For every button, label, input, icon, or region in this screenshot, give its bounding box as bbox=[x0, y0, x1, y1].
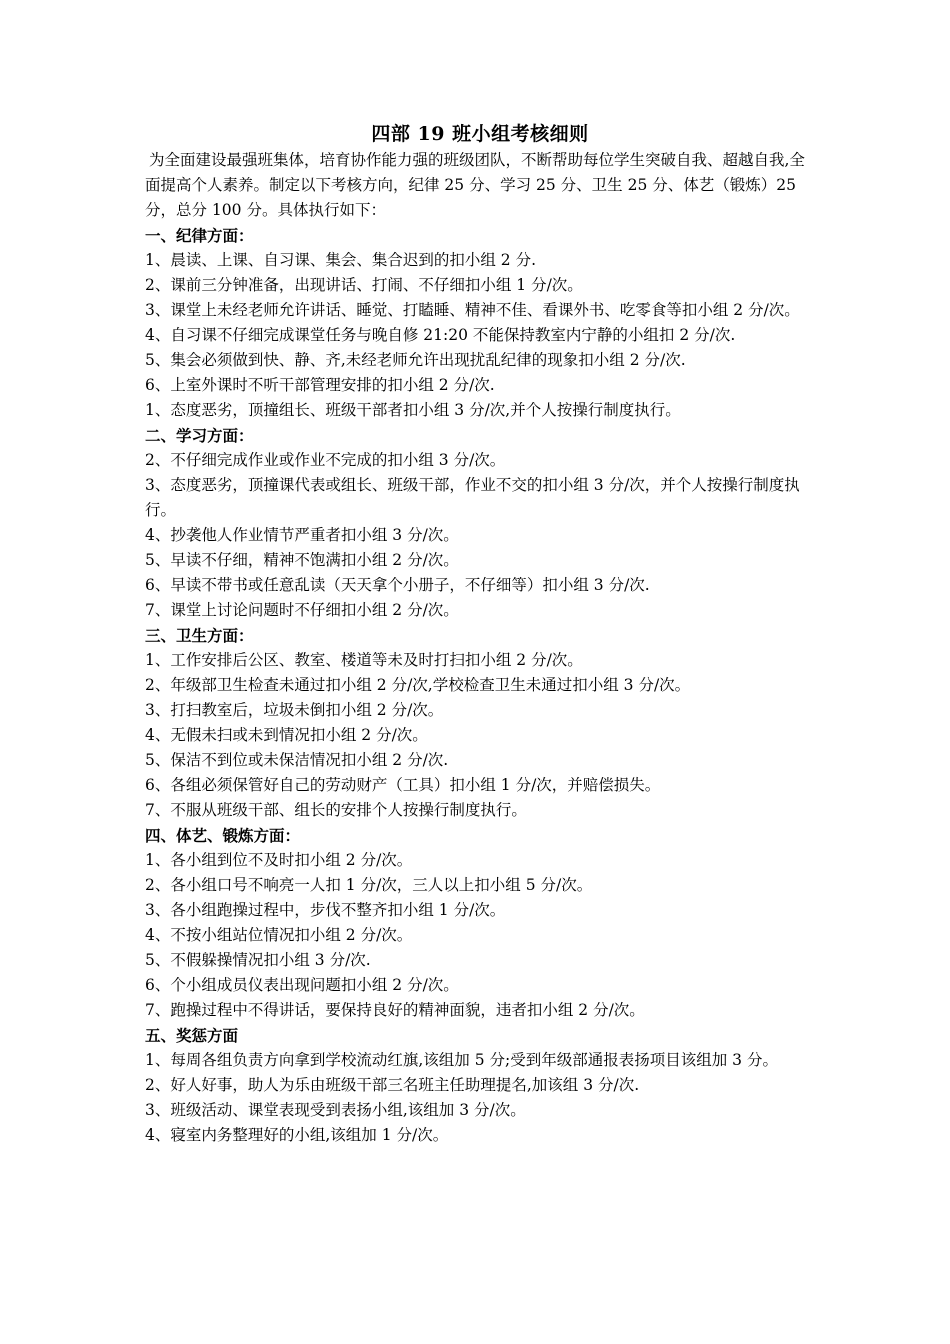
section-heading: 二、学习方面： bbox=[145, 426, 254, 445]
rule-item: 4、无假未扫或未到情况扣小组 2 分/次。 bbox=[145, 726, 428, 744]
sections-container bbox=[145, 223, 815, 1148]
section-heading: 五、奖惩方面 bbox=[145, 1026, 239, 1045]
rule-item: 7、跑操过程中不得讲话，要保持良好的精神面貌，违者扣小组 2 分/次。 bbox=[145, 1001, 645, 1019]
rule-item: 5、早读不仔细，精神不饱满扣小组 2 分/次。 bbox=[145, 551, 459, 569]
rule-item: 4、寝室内务整理好的小组,该组加 1 分/次。 bbox=[145, 1126, 449, 1144]
rule-item: 2、各小组口号不响亮一人扣 1 分/次，三人以上扣小组 5 分/次。 bbox=[145, 876, 593, 894]
rule-item: 3、班级活动、课堂表现受到表扬小组,该组加 3 分/次。 bbox=[145, 1101, 526, 1119]
section-5 bbox=[145, 1023, 815, 1148]
rule-item: 2、不仔细完成作业或作业不完成的扣小组 3 分/次。 bbox=[145, 451, 506, 469]
rule-list bbox=[145, 848, 815, 1023]
rule-item: 3、各小组跑操过程中，步伐不整齐扣小组 1 分/次。 bbox=[145, 901, 506, 919]
rule-item: 6、早读不带书或任意乱读（天天拿个小册子，不仔细等）扣小组 3 分/次. bbox=[145, 576, 650, 594]
section-1 bbox=[145, 223, 815, 423]
rule-item: 5、不假躲操情况扣小组 3 分/次. bbox=[145, 951, 371, 969]
rule-item: 4、抄袭他人作业情节严重者扣小组 3 分/次。 bbox=[145, 526, 459, 544]
rule-list bbox=[145, 648, 815, 823]
rule-item: 7、课堂上讨论问题时不仔细扣小组 2 分/次。 bbox=[145, 601, 459, 619]
rule-item: 1、工作安排后公区、教室、楼道等未及时打扫扣小组 2 分/次。 bbox=[145, 651, 583, 669]
rule-item: 6、上室外课时不听干部管理安排的扣小组 2 分/次. bbox=[145, 376, 495, 394]
rule-list bbox=[145, 248, 815, 423]
document-page bbox=[145, 120, 815, 1148]
rule-item: 3、态度恶劣，顶撞课代表或组长、班级干部，作业不交的扣小组 3 分/次，并个人按操行制度执行。 bbox=[145, 476, 800, 519]
rule-item: 2、课前三分钟准备，出现讲话、打闹、不仔细扣小组 1 分/次。 bbox=[145, 276, 583, 294]
rule-item: 3、打扫教室后，垃圾未倒扣小组 2 分/次。 bbox=[145, 701, 444, 719]
rule-item: 1、态度恶劣，顶撞组长、班级干部者扣小组 3 分/次,并个人按操行制度执行。 bbox=[145, 401, 681, 419]
rule-item: 2、好人好事，助人为乐由班级干部三名班主任助理提名,加该组 3 分/次. bbox=[145, 1076, 640, 1094]
rule-item: 3、课堂上未经老师允许讲话、睡觉、打瞌睡、精神不佳、看课外书、吃零食等扣小组 2 分/次。 bbox=[145, 301, 800, 319]
rule-item: 6、个小组成员仪表出现问题扣小组 2 分/次。 bbox=[145, 976, 459, 994]
rule-item: 6、各组必须保管好自己的劳动财产（工具）扣小组 1 分/次，并赔偿损失。 bbox=[145, 776, 661, 794]
section-3 bbox=[145, 623, 815, 823]
rule-item: 7、不服从班级干部、组长的安排个人按操行制度执行。 bbox=[145, 801, 527, 819]
rule-item: 2、年级部卫生检查未通过扣小组 2 分/次,学校检查卫生未通过扣小组 3 分/次。 bbox=[145, 676, 691, 694]
document-title: 四部 19 班小组考核细则 bbox=[371, 123, 589, 145]
section-4 bbox=[145, 823, 815, 1023]
intro-paragraph: 为全面建设最强班集体，培育协作能力强的班级团队，不断帮助每位学生突破自我、超越自我,全面提高个人素养。制定以下考核方向，纪律 25 分、学习 25 分、卫生 25 分、体艺（锻炼）25 分，总分 100 分。具体执行如下： bbox=[145, 151, 805, 219]
section-heading: 四、体艺、锻炼方面： bbox=[145, 826, 301, 845]
rule-item: 4、自习课不仔细完成课堂任务与晚自修 21:20 不能保持教室内宁静的小组扣 2 分/次. bbox=[145, 326, 736, 344]
rule-list bbox=[145, 448, 815, 623]
section-heading: 一、纪律方面： bbox=[145, 226, 254, 245]
rule-item: 5、集会必须做到快、静、齐,未经老师允许出现扰乱纪律的现象扣小组 2 分/次. bbox=[145, 351, 686, 369]
rule-list bbox=[145, 1048, 815, 1148]
rule-item: 1、每周各组负责方向拿到学校流动红旗,该组加 5 分;受到年级部通报表扬项目该组加 3 分。 bbox=[145, 1051, 778, 1069]
rule-item: 5、保洁不到位或未保洁情况扣小组 2 分/次. bbox=[145, 751, 449, 769]
section-2 bbox=[145, 423, 815, 623]
section-heading: 三、卫生方面： bbox=[145, 626, 254, 645]
rule-item: 4、不按小组站位情况扣小组 2 分/次。 bbox=[145, 926, 413, 944]
rule-item: 1、各小组到位不及时扣小组 2 分/次。 bbox=[145, 851, 413, 869]
rule-item: 1、晨读、上课、自习课、集会、集合迟到的扣小组 2 分. bbox=[145, 251, 537, 269]
